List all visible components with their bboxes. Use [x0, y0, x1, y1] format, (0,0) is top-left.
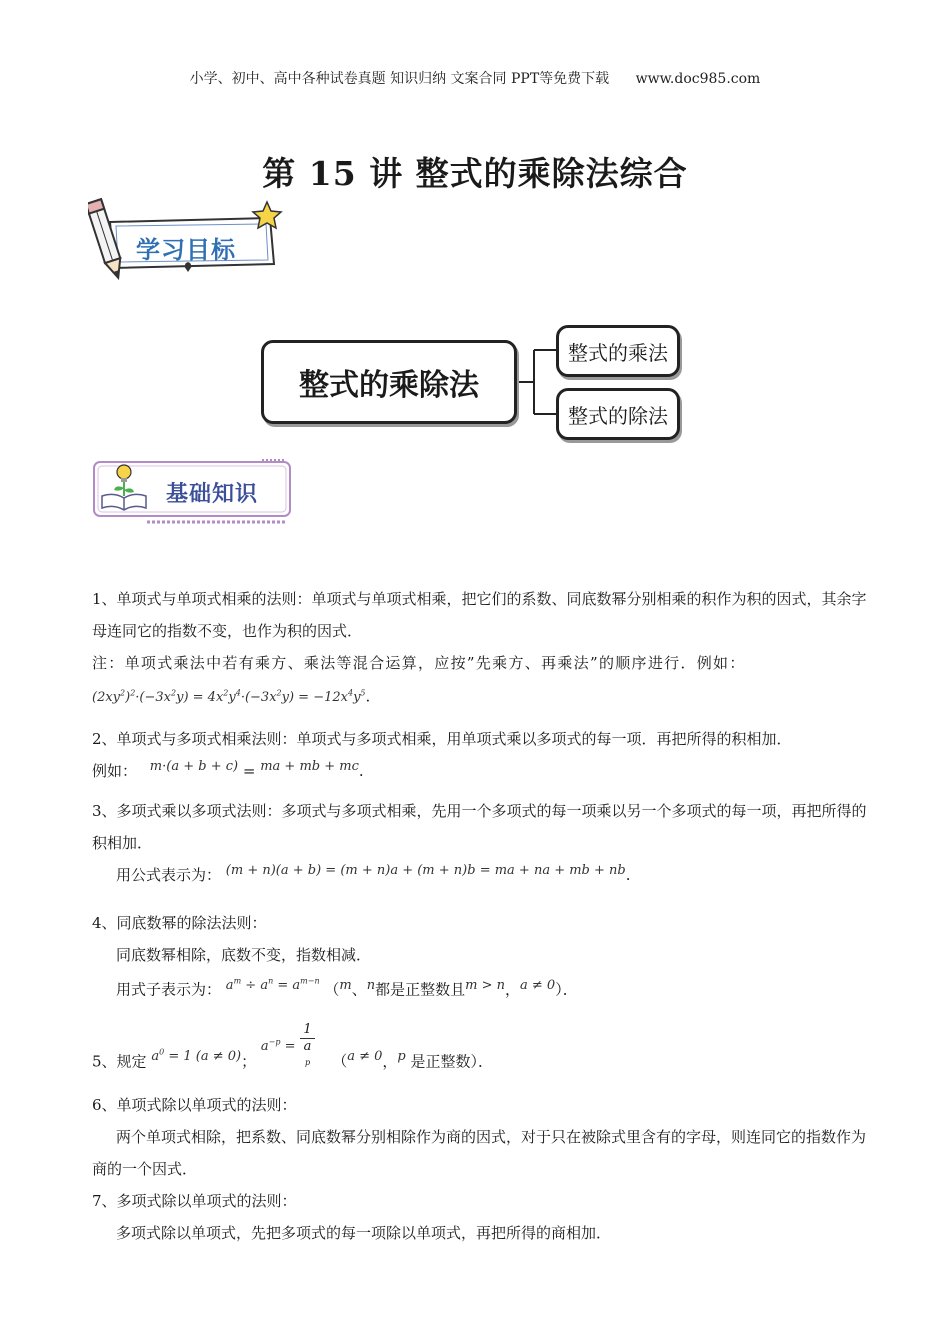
formula: $a^m \div a^n = a^{m-n}$	[225, 976, 320, 993]
formula: ma + mb + mc	[260, 759, 359, 775]
rule-3-formula: 用公式表示为： (m + n)(a + b) = (m + n)a + (m + n)b = ma + na + mb + nb.	[116, 863, 631, 885]
rule-2-example: 例如： m·(a + b + c) = ma + mb + mc.	[92, 759, 364, 781]
basic-knowledge-label: 基础知识	[166, 482, 259, 507]
rule-1-note: 注：单项式乘法中若有乘方、乘法等混合运算，应按”先乘方、再乘法”的顺序进行．例如：	[92, 654, 746, 672]
header-url[interactable]: www.doc985.com	[635, 71, 761, 87]
formula: $a^{-p}$ =	[260, 1038, 300, 1055]
page-title: 第 15 讲 整式的乘除法综合	[262, 154, 688, 193]
formula: $(2xy^2)^2\cdot(-3x^2y) = 4x^2y^4\cdot(-3x^2y) = -12x^4y^5$	[92, 689, 366, 706]
concept-map-child-division	[556, 388, 680, 440]
rule-1: 1、单项式与单项式相乘的法则：单项式与单项式相乘，把它们的系数、同底数幂分别相乘的积作为积的因式，其余字母连同它的指数不变，也作为积的因式．	[92, 590, 867, 640]
learning-goals-label: 学习目标	[136, 236, 236, 264]
concept-map-child-multiplication	[556, 325, 680, 377]
rule-7-text: 多项式除以单项式，先把多项式的每一项除以单项式，再把所得的商相加．	[116, 1223, 612, 1242]
learning-goals-badge	[88, 194, 288, 286]
concept-map-root-label: 整式的乘除法	[299, 368, 479, 403]
page-header	[0, 68, 950, 88]
knowledge-content	[92, 583, 872, 1249]
rule-2: 2、单项式与多项式相乘法则：单项式与多项式相乘，用单项式乘以多项式的每一项．再把所得的积相加．	[92, 730, 792, 749]
rule-4-formula: 用式子表示为： $a^m \div a^n = a^{m-n}$ （m、n都是正整数且m > n，a ≠ 0）．	[116, 976, 578, 999]
formula: m·(a + b + c)	[149, 759, 239, 775]
rule-1-formula: $(2xy^2)^2\cdot(-3x^2y) = 4x^2y^4\cdot(-3x^2y) = -12x^4y^5$.	[92, 687, 371, 706]
fraction: 1 a $^p$	[300, 1022, 316, 1075]
rule-7: 7、多项式除以单项式的法则：	[92, 1191, 297, 1210]
header-text: 小学、初中、高中各种试卷真题 知识归纳 文案合同 PPT等免费下载	[189, 71, 610, 87]
concept-map-child-label: 整式的除法	[568, 403, 668, 428]
rule-3: 3、多项式乘以多项式法则：多项式与多项式相乘，先用一个多项式的每一项乘以另一个多项式的每一项，再把所得的积相加．	[92, 802, 867, 853]
formula: (m + n)(a + b) = (m + n)a + (m + n)b = ma + na + mb + nb	[225, 863, 626, 879]
rule-5: 5、规定 $a^0 = 1$ (a ≠ 0)； $a^{-p}$ = 1 a $^p$ （a ≠ 0，p 是正整数）．	[92, 1036, 872, 1089]
basic-knowledge-badge	[92, 458, 294, 528]
rule-6-text: 两个单项式相除，把系数、同底数幂分别相除作为商的因式，对于只在被除式里含有的字母，则连同它的指数作为商的一个因式．	[92, 1127, 867, 1178]
rule-4: 4、同底数幂的除法法则：	[92, 914, 267, 933]
concept-map-child-label: 整式的乘法	[568, 340, 668, 365]
formula: $a^0 = 1$ (a ≠ 0)	[151, 1048, 242, 1065]
concept-map-root	[261, 340, 517, 424]
rule-4-text: 同底数幂相除，底数不变，指数相减．	[116, 946, 372, 965]
rule-6: 6、单项式除以单项式的法则：	[92, 1095, 297, 1114]
